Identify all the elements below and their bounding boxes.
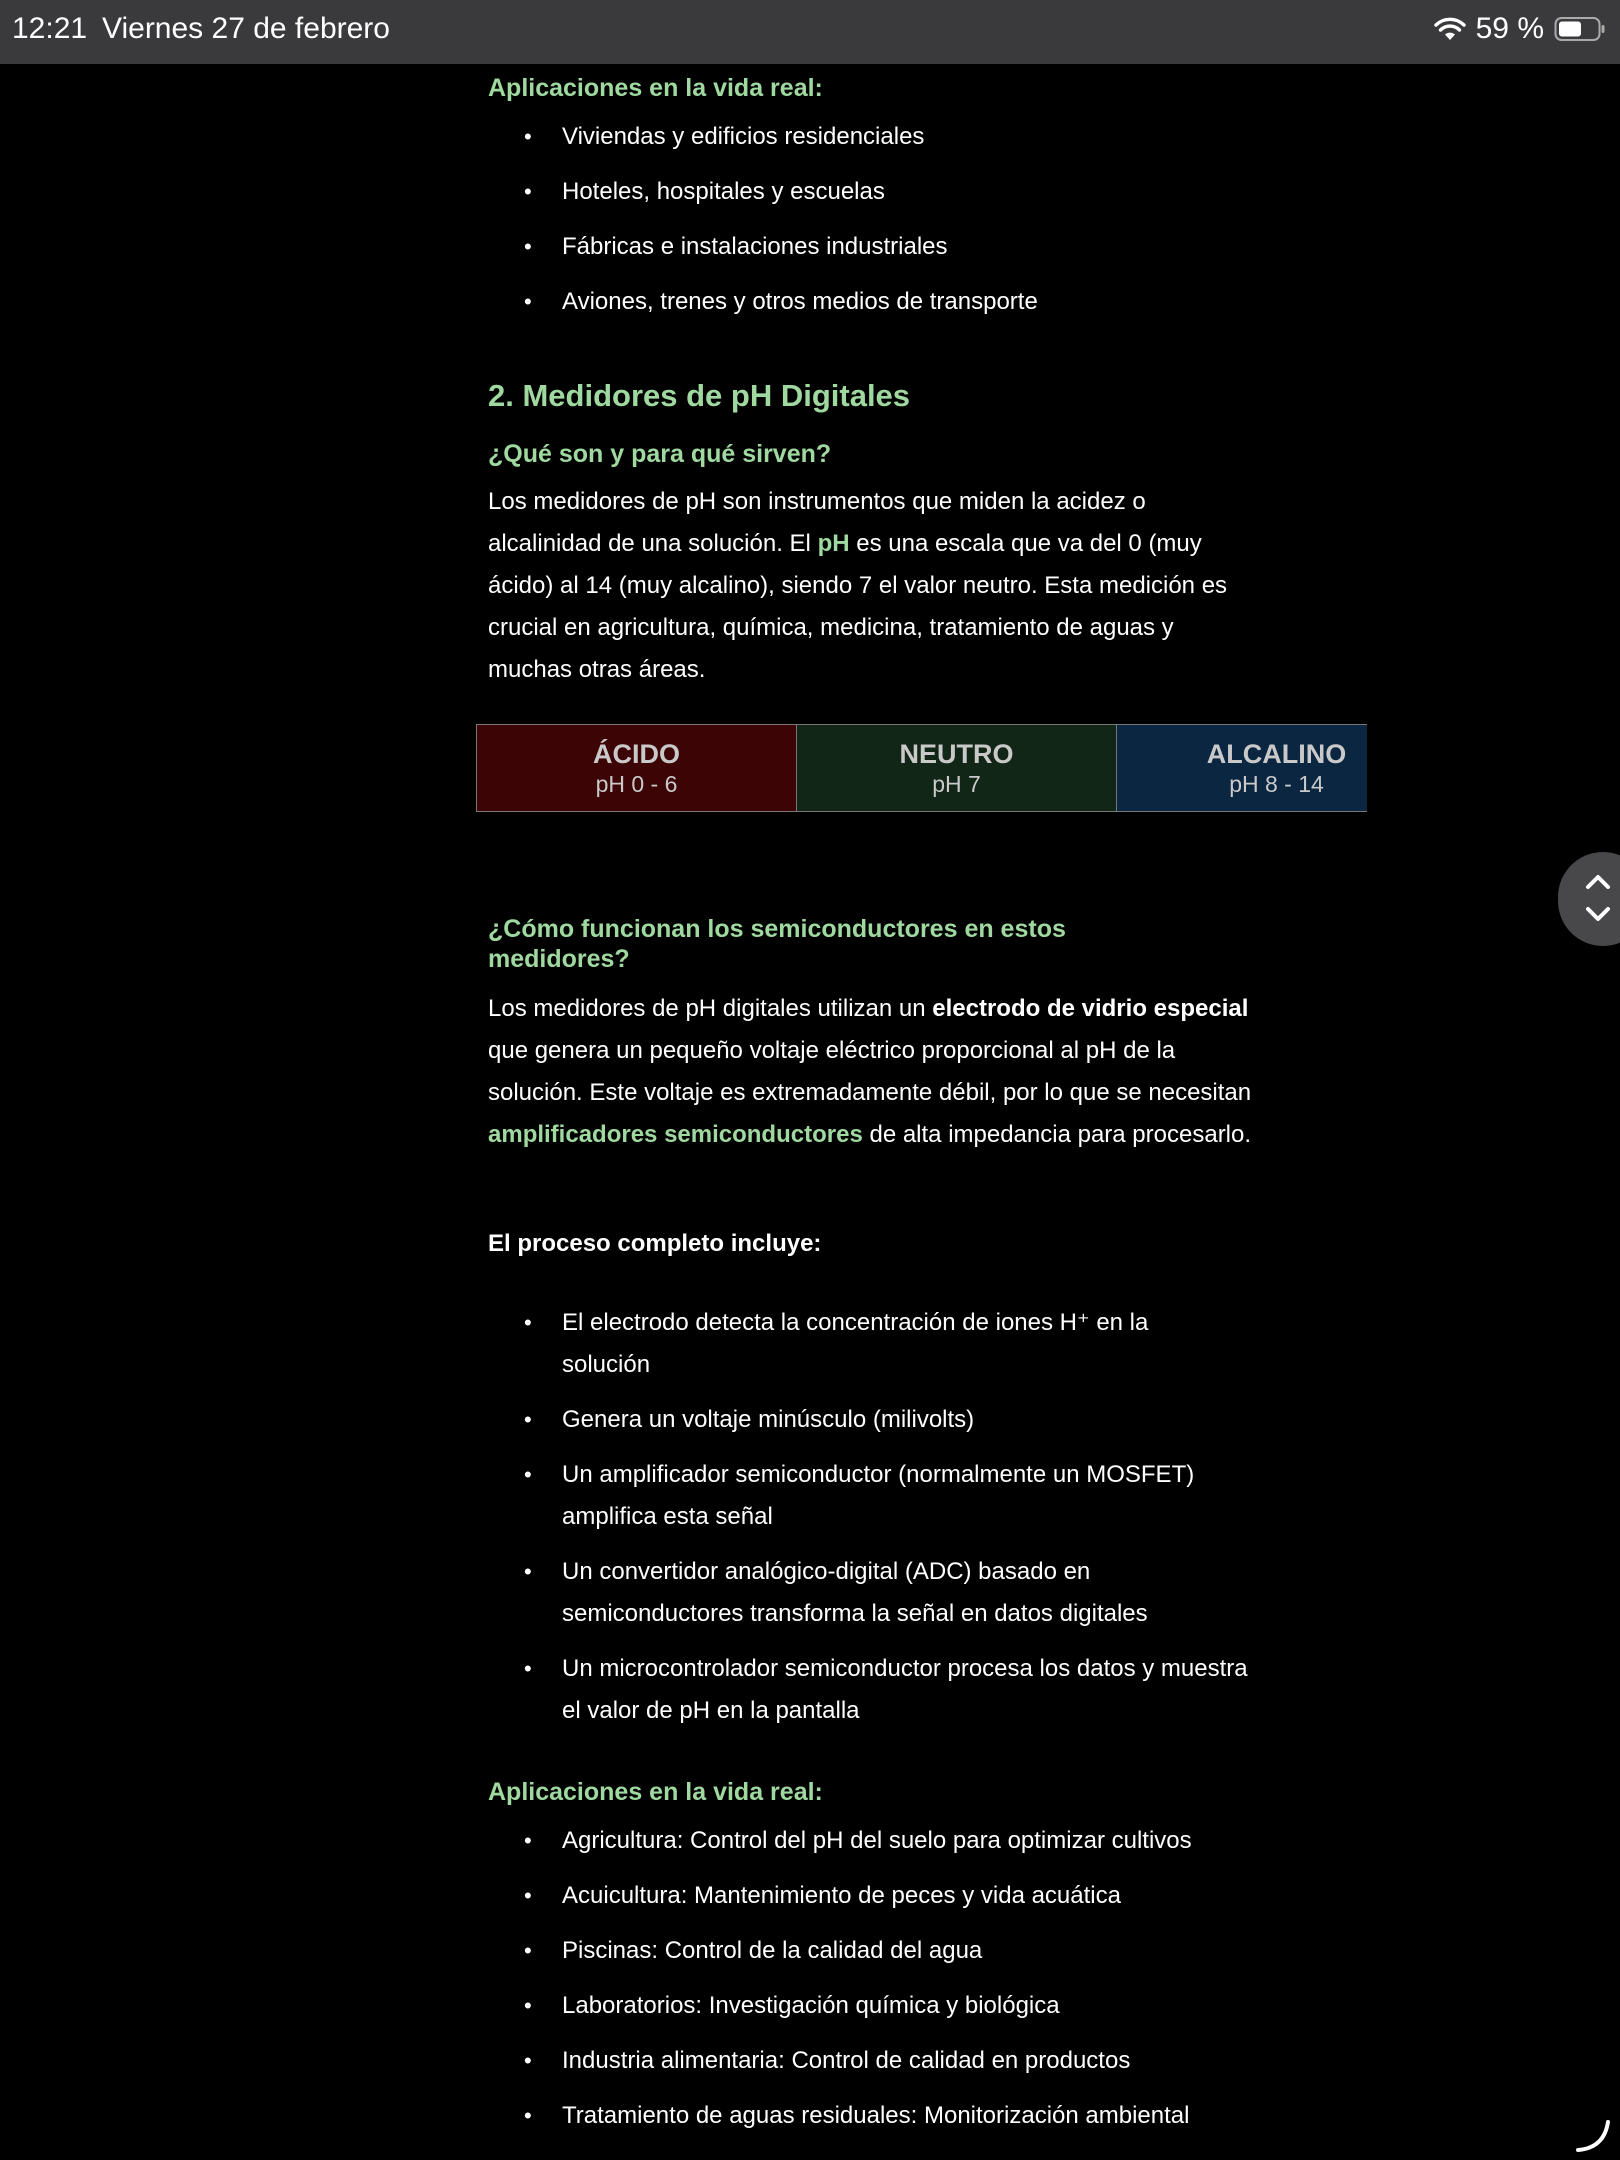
scroll-up-down-control[interactable] xyxy=(1558,852,1620,946)
ph-range: pH 0 - 6 xyxy=(595,771,678,797)
ph-label: NEUTRO xyxy=(899,739,1014,769)
list-item: • Un microcontrolador semiconductor procesa los datos y muestra el valor de pH en la pantalla xyxy=(488,1648,1248,1745)
apps-title-2: Aplicaciones en la vida real: xyxy=(488,1778,823,1806)
ph-scale xyxy=(476,724,1367,812)
list-item: • Un amplificador semiconductor (normalmente un MOSFET) amplifica esta señal xyxy=(488,1454,1248,1551)
text-span: que genera un pequeño voltaje eléctrico proporcional al pH de la solución. Este voltaje es extremadamente débil, por lo que se necesitan xyxy=(488,1037,1252,1106)
list-item: • Un convertidor analógico-digital (ADC) basado en semiconductores transforma la señal en datos digitales xyxy=(488,1551,1248,1648)
wifi-icon xyxy=(1434,16,1466,42)
resize-corner-icon xyxy=(1574,2118,1614,2154)
status-right xyxy=(1434,12,1606,46)
what-paragraph xyxy=(488,481,1258,691)
battery-percent: 59 % xyxy=(1475,12,1544,45)
list-item: • Laboratorios: Investigación química y biológica xyxy=(488,1985,1278,2040)
bold-span: electrodo de vidrio especial xyxy=(932,995,1249,1022)
status-time: 12:21 xyxy=(12,12,88,45)
list-item: • Piscinas: Control de la calidad del agua xyxy=(488,1930,1278,1985)
apps-list-1 xyxy=(488,116,1248,336)
ph-range: pH 8 - 14 xyxy=(1229,771,1324,797)
process-title: El proceso completo incluye: xyxy=(488,1230,822,1257)
list-item: • Fábricas e instalaciones industriales xyxy=(488,226,1248,281)
ph-segment-alkaline xyxy=(1117,725,1367,811)
process-list xyxy=(488,1302,1248,1745)
list-item: • Agricultura: Control del pH del suelo para optimizar cultivos xyxy=(488,1820,1278,1875)
ph-highlight: pH xyxy=(817,530,850,557)
chevron-down-icon[interactable] xyxy=(1584,904,1612,924)
list-item: • Industria alimentaria: Control de calidad en productos xyxy=(488,2040,1278,2095)
ph-segment-acid xyxy=(477,725,797,811)
ph-range: pH 7 xyxy=(932,771,981,797)
list-item: • El electrodo detecta la concentración de iones H⁺ en la solución xyxy=(488,1302,1248,1399)
ph-label: ALCALINO xyxy=(1206,739,1347,769)
text-span: es una escala que va del 0 (muy ácido) al 14 (muy alcalino), siendo 7 el valor neutro. Esta medición es crucial en agricultura, química, medicina, tratamiento de aguas y muchas otras áreas. xyxy=(488,530,1228,683)
list-item: • Tratamiento de aguas residuales: Monitorización ambiental xyxy=(488,2095,1278,2150)
list-item: • Genera un voltaje minúsculo (milivolts) xyxy=(488,1399,1248,1454)
ph-label: ÁCIDO xyxy=(593,739,680,769)
chevron-up-icon[interactable] xyxy=(1584,872,1612,892)
status-bar xyxy=(0,0,1620,64)
text-span: de alta impedancia para procesarlo. xyxy=(862,1121,1252,1148)
apps-title-1: Aplicaciones en la vida real: xyxy=(488,74,823,102)
section-title: 2. Medidores de pH Digitales xyxy=(488,378,911,413)
amplifier-highlight: amplificadores semiconductores xyxy=(488,1121,863,1148)
list-item: • Viviendas y edificios residenciales xyxy=(488,116,1248,171)
list-item: • Aviones, trenes y otros medios de transporte xyxy=(488,281,1248,336)
text-span: Los medidores de pH digitales utilizan un xyxy=(488,995,933,1022)
what-title: ¿Qué son y para qué sirven? xyxy=(488,440,832,468)
status-date: Viernes 27 de febrero xyxy=(102,12,390,45)
apps-list-2 xyxy=(488,1820,1278,2150)
how-paragraph xyxy=(488,988,1258,1156)
text-span: Los medidores de pH son instrumentos que miden la acidez o alcalinidad de una solución. El xyxy=(488,488,1146,557)
list-item: • Hoteles, hospitales y escuelas xyxy=(488,171,1248,226)
ph-segment-neutral xyxy=(797,725,1117,811)
list-item: • Acuicultura: Mantenimiento de peces y vida acuática xyxy=(488,1875,1278,1930)
how-title: ¿Cómo funcionan los semiconductores en estos medidores? xyxy=(488,915,1066,973)
battery-icon xyxy=(1554,16,1606,42)
